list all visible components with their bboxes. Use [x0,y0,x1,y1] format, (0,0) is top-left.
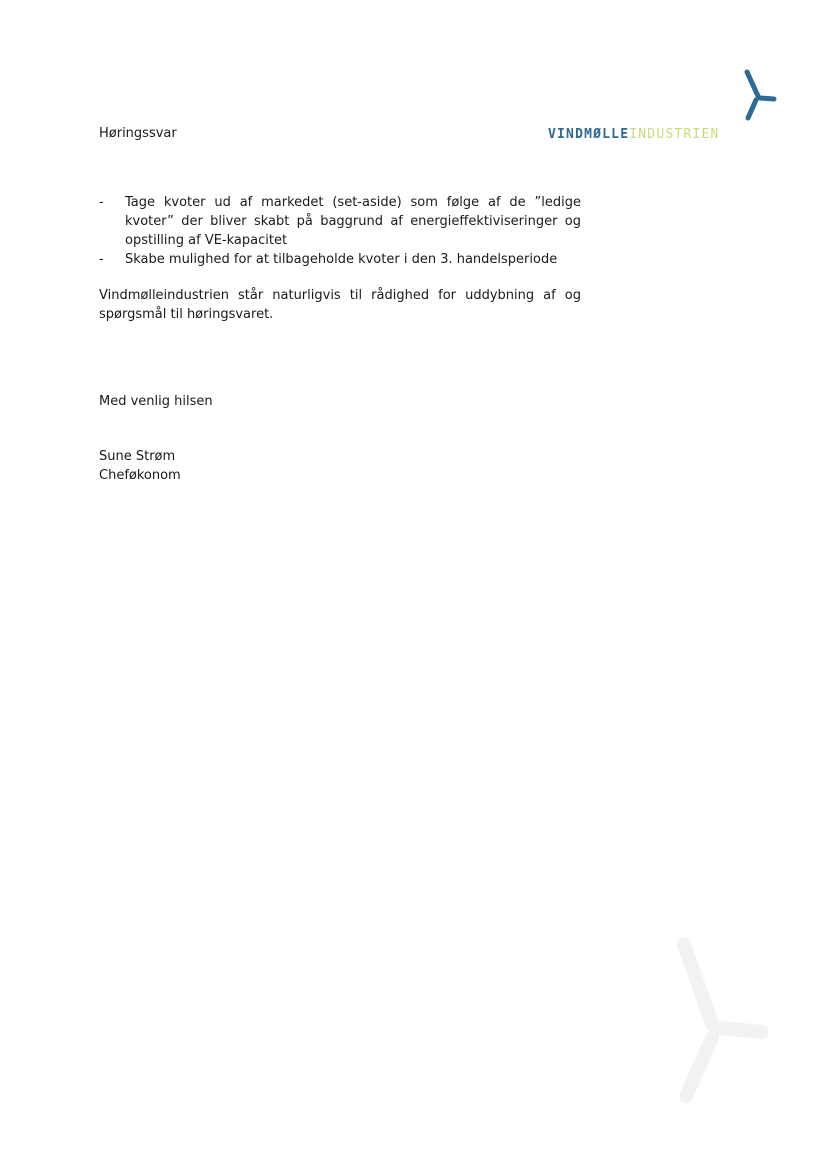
wind-turbine-logo-icon [736,68,780,124]
bullet-text: Tage kvoter ud af markedet (set-aside) som følge af de ”ledige kvoter” der bliver skabt på baggrund af energieffektiviseringer og opstilling af VE-kapacitet [125,195,581,248]
bullet-dash: - [99,252,104,267]
bullet-list [99,193,581,269]
company-logo-wordmark [548,127,720,142]
bullet-dash: - [99,195,104,210]
logo-text-secondary: INDUSTRIEN [629,127,720,142]
closing-salutation: Med venlig hilsen [99,394,213,409]
list-item [99,250,581,269]
signature-title: Cheføkonom [99,468,181,483]
body-paragraph: Vindmølleindustrien står naturligvis til rådighed for uddybning af og spørgsmål til høringsvaret. [99,288,581,322]
logo-text-primary: VINDMØLLE [548,127,630,142]
document-title: Høringssvar [99,126,177,141]
bullet-text: Skabe mulighed for at tilbageholde kvoter i den 3. handelsperiode [125,252,558,267]
list-item [99,193,581,250]
wind-turbine-watermark-icon [668,936,778,1106]
signature-name: Sune Strøm [99,449,176,464]
